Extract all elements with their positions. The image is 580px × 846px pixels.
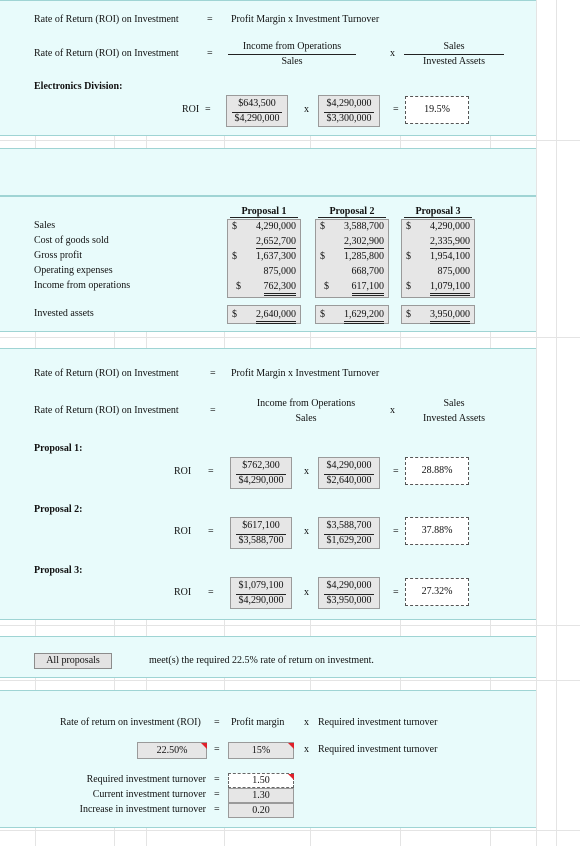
proposal-3-invested-assets [401, 305, 475, 324]
proposal-1-title: Proposal 1: [34, 443, 83, 454]
assets-value [406, 308, 470, 321]
current-turnover-row-label: Current investment turnover [92, 789, 206, 800]
invested-assets-label: Invested Assets [423, 56, 485, 67]
opex-value [406, 265, 470, 278]
grid-col [556, 0, 557, 846]
equals-sign: = [393, 587, 399, 598]
header-underline [404, 217, 472, 218]
value: 3,950,000 [430, 308, 470, 324]
proposal-2-title: Proposal 2: [34, 504, 83, 515]
income-ops-label: Income from Operations [256, 398, 356, 409]
equals-sign: = [393, 526, 399, 537]
sales-value [406, 220, 470, 233]
denominator: $3,300,000 [324, 112, 374, 125]
proposals-band [0, 196, 536, 332]
equals-sign: = [214, 804, 220, 815]
fraction-bar [404, 54, 504, 55]
dollar-sign: $ [232, 309, 237, 320]
investment-turnover-fraction [318, 457, 380, 489]
denominator: $4,290,000 [236, 474, 286, 487]
proposal-1-header: Proposal 1 [241, 206, 287, 217]
comment-marker [288, 774, 294, 780]
cogs-value [406, 235, 470, 248]
equals-sign: = [214, 744, 220, 755]
investment-turnover-fraction [318, 577, 380, 609]
proposal-2-header: Proposal 2 [329, 206, 375, 217]
required-turnover-label: Required investment turnover [318, 717, 438, 728]
opex-value [232, 265, 296, 278]
roi-result: 28.88% [405, 457, 469, 485]
grid-row [0, 337, 580, 338]
dollar-sign: $ [236, 281, 241, 292]
comment-marker [288, 743, 294, 749]
comment-marker [201, 743, 207, 749]
sales-value [320, 220, 384, 233]
equals-sign: = [214, 774, 220, 785]
electronics-division-title: Electronics Division: [34, 81, 123, 92]
value: 875,000 [263, 266, 296, 277]
roi-label: Rate of return on investment (ROI) [60, 717, 201, 728]
income-ops-label: Income from Operations [242, 41, 342, 52]
row-label-invested-assets: Invested assets [34, 308, 94, 319]
required-rate-input[interactable]: 22.50% [137, 742, 207, 759]
equals-sign: = [210, 405, 216, 416]
numerator: $1,079,100 [238, 580, 284, 591]
dollar-sign: $ [406, 309, 411, 320]
proposal-selector[interactable]: All proposals [34, 653, 112, 669]
assets-value [320, 308, 384, 321]
numerator: $643,500 [238, 98, 276, 109]
required-turnover-row-label: Required investment turnover [86, 774, 206, 785]
assets-value [232, 308, 296, 321]
header-band [0, 148, 536, 196]
numerator: $4,290,000 [326, 98, 372, 109]
dollar-sign: $ [406, 251, 411, 262]
equals-sign: = [207, 14, 213, 25]
row-label-gross-profit: Gross profit [34, 250, 83, 261]
times-sign: x [304, 526, 309, 537]
numerator: $617,100 [242, 520, 280, 531]
conclusion-band [0, 636, 536, 678]
proposal-1-invested-assets [227, 305, 301, 324]
proposal-3-header: Proposal 3 [415, 206, 461, 217]
value: 2,302,900 [344, 236, 384, 247]
equals-sign: = [207, 48, 213, 59]
required-turnover-value: 1.50 [228, 773, 294, 788]
equals-sign: = [205, 104, 211, 115]
required-turnover-band [0, 690, 536, 828]
row-label-income-from-operations: Income from operations [34, 280, 131, 291]
numerator: $3,588,700 [326, 520, 372, 531]
denominator: $2,640,000 [324, 474, 374, 487]
income-value [320, 280, 384, 293]
roi-result: 37.88% [405, 517, 469, 545]
equals-sign: = [393, 104, 399, 115]
value: 1,285,800 [344, 251, 384, 262]
header-underline [230, 217, 298, 218]
numerator: $4,290,000 [326, 580, 372, 591]
income-value [232, 280, 296, 293]
current-turnover-value: 1.30 [228, 788, 294, 803]
times-sign: x [304, 587, 309, 598]
roi-label: ROI [182, 104, 200, 115]
dollar-sign: $ [232, 251, 237, 262]
sales-label: Sales [281, 56, 303, 67]
roi-label: ROI [174, 526, 192, 537]
required-turnover-label: Required investment turnover [318, 744, 438, 755]
value: 762,300 [264, 280, 297, 296]
profit-margin-input[interactable]: 15% [228, 742, 294, 759]
header-underline [318, 217, 386, 218]
value: 4,290,000 [430, 221, 470, 232]
value: 2,640,000 [256, 308, 296, 324]
row-label-operating-expenses: Operating expenses [34, 265, 113, 276]
dollar-sign: $ [232, 221, 237, 232]
denominator: $4,290,000 [232, 112, 282, 125]
proposal-1-income-statement [227, 219, 301, 298]
profit-margin-fraction [230, 517, 292, 549]
equals-sign: = [393, 466, 399, 477]
fraction-bar [228, 54, 356, 55]
profit-margin-fraction [226, 95, 288, 127]
sales-label: Sales [295, 413, 317, 424]
grid-row [0, 140, 580, 141]
sales-label: Sales [443, 41, 465, 52]
value: 1,629,200 [344, 308, 384, 324]
invested-assets-label: Invested Assets [423, 413, 485, 424]
numerator: $4,290,000 [326, 460, 372, 471]
opex-value [320, 265, 384, 278]
formula-text: Profit Margin x Investment Turnover [231, 14, 380, 25]
value: 617,100 [352, 280, 385, 296]
value: 4,290,000 [256, 221, 296, 232]
equals-sign: = [214, 789, 220, 800]
equals-sign: = [208, 587, 214, 598]
value: 1,079,100 [430, 280, 470, 296]
times-sign: x [304, 104, 309, 115]
proposal-2-income-statement [315, 219, 389, 298]
value: 3,588,700 [344, 221, 384, 232]
equals-sign: = [208, 526, 214, 537]
sales-value [232, 220, 296, 233]
profit-margin-fraction [230, 457, 292, 489]
roi-label: Rate of Return (ROI) on Investment [34, 14, 179, 25]
equals-sign: = [208, 466, 214, 477]
value: 1,954,100 [430, 251, 470, 262]
denominator: $3,588,700 [236, 534, 286, 547]
roi-label: ROI [174, 587, 192, 598]
roi-label: Rate of Return (ROI) on Investment [34, 48, 179, 59]
value: 668,700 [351, 266, 384, 277]
roi-label: Rate of Return (ROI) on Investment [34, 368, 179, 379]
proposal-3-income-statement [401, 219, 475, 298]
increase-turnover-value: 0.20 [228, 803, 294, 818]
gross-profit-value [406, 250, 470, 263]
dollar-sign: $ [324, 281, 329, 292]
sales-label: Sales [443, 398, 465, 409]
profit-margin-fraction [230, 577, 292, 609]
times-sign: x [304, 466, 309, 477]
row-label-cogs: Cost of goods sold [34, 235, 109, 246]
grid-row [0, 680, 580, 681]
numerator: $762,300 [242, 460, 280, 471]
formula-text: Profit Margin x Investment Turnover [231, 368, 380, 379]
dollar-sign: $ [320, 221, 325, 232]
value: 2,652,700 [256, 236, 296, 247]
formula-band [0, 0, 536, 136]
times-sign: x [390, 405, 395, 416]
grid-col [536, 0, 537, 846]
dollar-sign: $ [406, 221, 411, 232]
gross-profit-value [320, 250, 384, 263]
proposal-3-title: Proposal 3: [34, 565, 83, 576]
equals-sign: = [214, 717, 220, 728]
times-sign: x [304, 744, 309, 755]
times-sign: x [390, 48, 395, 59]
denominator: $3,950,000 [324, 594, 374, 607]
roi-label: Rate of Return (ROI) on Investment [34, 405, 179, 416]
profit-margin-label: Profit margin [231, 717, 285, 728]
times-sign: x [304, 717, 309, 728]
grid-row [0, 830, 580, 831]
proposal-2-invested-assets [315, 305, 389, 324]
dollar-sign: $ [406, 281, 411, 292]
denominator: $4,290,000 [236, 594, 286, 607]
equals-sign: = [210, 368, 216, 379]
gross-profit-value [232, 250, 296, 263]
value: 1,637,300 [256, 251, 296, 262]
investment-turnover-fraction [318, 517, 380, 549]
denominator: $1,629,200 [324, 534, 374, 547]
dollar-sign: $ [320, 309, 325, 320]
row-label-sales: Sales [34, 220, 56, 231]
income-value [406, 280, 470, 293]
cogs-value [232, 235, 296, 248]
increase-turnover-row-label: Increase in investment turnover [79, 804, 206, 815]
roi-label: ROI [174, 466, 192, 477]
cogs-value [320, 235, 384, 248]
conclusion-text: meet(s) the required 22.5% rate of return on investment. [149, 655, 374, 666]
roi-result: 27.32% [405, 578, 469, 606]
proposal-roi-band [0, 348, 536, 620]
value: 875,000 [437, 266, 470, 277]
roi-result: 19.5% [405, 96, 469, 124]
value: 2,335,900 [430, 236, 470, 247]
grid-row [0, 625, 580, 626]
dollar-sign: $ [320, 251, 325, 262]
investment-turnover-fraction [318, 95, 380, 127]
